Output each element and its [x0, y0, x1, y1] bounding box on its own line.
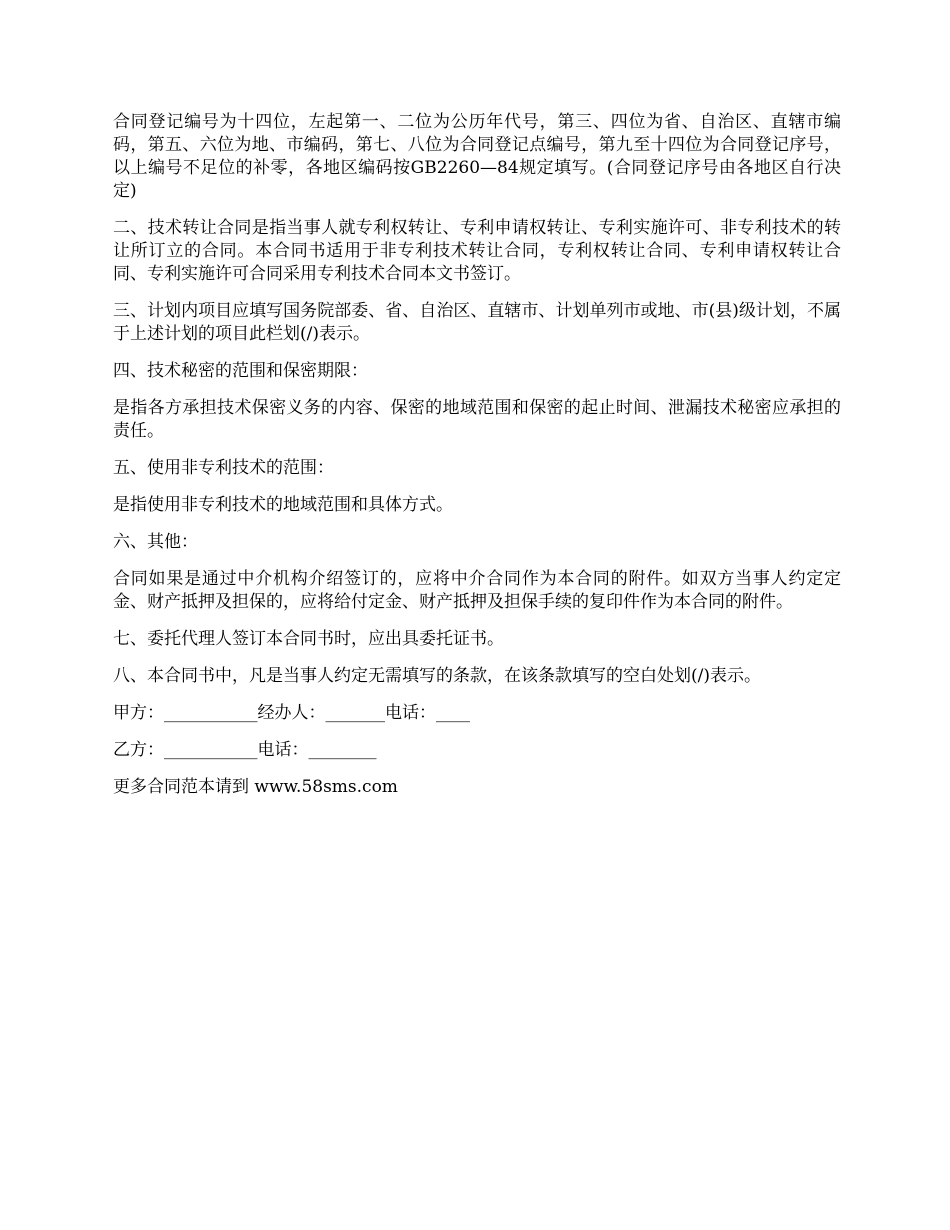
paragraph-section-4-heading: 四、技术秘密的范围和保密期限： — [113, 361, 368, 381]
paragraph-section-8: 八、本合同书中，凡是当事人约定无需填写的条款，在该条款填写的空白处划(/)表示。 — [113, 666, 761, 686]
paragraph-section-5-heading: 五、使用非专利技术的范围： — [113, 458, 334, 478]
paragraph-registration-number: 合同登记编号为十四位，左起第一、二位为公历年代号，第三、四位为省、自治区、直辖市编码，第五、六位为地、市编码，第七、八位为合同登记点编号，第九至十四位为合同登记序号，以上编号不足位的补零，各地区编码按GB2260—84规定填写。(合同登记序号由各地区自行决定) — [113, 112, 841, 201]
paragraph-section-5-body: 是指使用非专利技术的地域范围和具体方式。 — [113, 495, 453, 515]
paragraph-section-7: 七、委托代理人签订本合同书时，应出具委托证书。 — [113, 629, 504, 649]
paragraph-section-3: 三、计划内项目应填写国务院部委、省、自治区、直辖市、计划单列市或地、市(县)级计划，不属于上述计划的项目此栏划(/)表示。 — [113, 301, 841, 344]
paragraph-section-6-body: 合同如果是通过中介机构介绍签订的，应将中介合同作为本合同的附件。如双方当事人约定定金、财产抵押及担保的，应将给付定金、财产抵押及担保手续的复印件作为本合同的附件。 — [113, 569, 841, 612]
document-body — [113, 111, 841, 813]
paragraph-section-6-heading: 六、其他： — [113, 532, 198, 552]
signature-line-party-a: 甲方：___________经办人：_______电话：____ — [113, 703, 470, 723]
signature-line-party-b: 乙方：___________电话：________ — [113, 740, 377, 760]
paragraph-section-2: 二、技术转让合同是指当事人就专利权转让、专利申请权转让、专利实施许可、非专利技术的转让所订立的合同。本合同书适用于非专利技术转让合同，专利权转让合同、专利申请权转让合同、专利实施许可合同采用专利技术合同本文书签订。 — [113, 218, 841, 284]
paragraph-section-4-body: 是指各方承担技术保密义务的内容、保密的地域范围和保密的起止时间、泄漏技术秘密应承担的责任。 — [113, 398, 841, 441]
footer-more-templates: 更多合同范本请到 www.58sms.com — [113, 777, 398, 797]
